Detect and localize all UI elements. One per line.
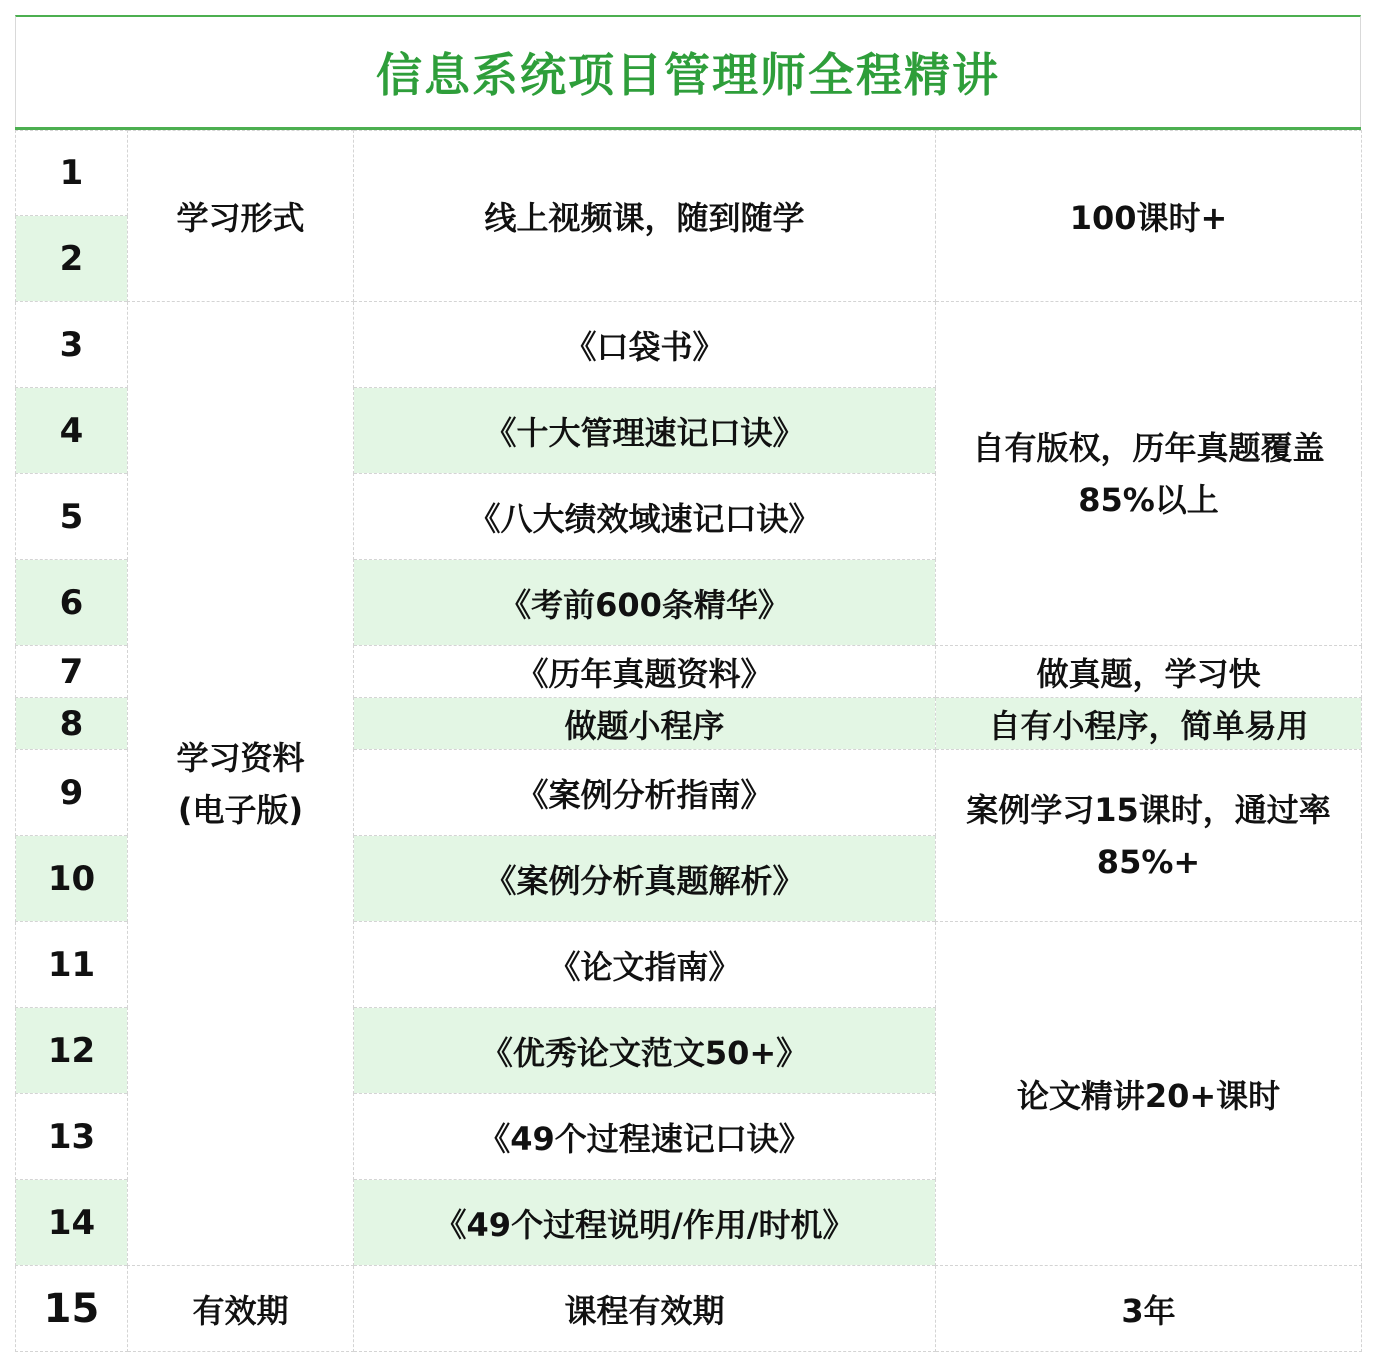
row-number: 2 xyxy=(16,216,128,302)
row-number: 7 xyxy=(16,646,128,698)
row-number: 5 xyxy=(16,474,128,560)
note-cell: 3年 xyxy=(936,1266,1362,1352)
note-cell: 做真题，学习快 xyxy=(936,646,1362,698)
row-number: 10 xyxy=(16,836,128,922)
item-cell: 《案例分析指南》 xyxy=(354,750,936,836)
row-number: 15 xyxy=(16,1266,128,1352)
item-cell: 《八大绩效域速记口诀》 xyxy=(354,474,936,560)
page-title: 信息系统项目管理师全程精讲 xyxy=(376,48,1000,102)
category-cell: 学习形式 xyxy=(128,131,354,302)
item-cell: 《论文指南》 xyxy=(354,922,936,1008)
item-cell: 《49个过程说明/作用/时机》 xyxy=(354,1180,936,1266)
table-row xyxy=(16,302,1362,388)
item-cell: 《优秀论文范文50+》 xyxy=(354,1008,936,1094)
row-number: 1 xyxy=(16,131,128,216)
row-number: 11 xyxy=(16,922,128,1008)
row-number: 6 xyxy=(16,560,128,646)
spreadsheet xyxy=(15,15,1361,1352)
title-row xyxy=(15,15,1361,127)
table-row xyxy=(16,1266,1362,1352)
note-cell: 自有小程序，简单易用 xyxy=(936,698,1362,750)
row-number: 13 xyxy=(16,1094,128,1180)
item-cell: 《十大管理速记口诀》 xyxy=(354,388,936,474)
item-cell: 线上视频课，随到随学 xyxy=(354,131,936,302)
note-cell: 案例学习15课时，通过率85%+ xyxy=(936,750,1362,922)
item-cell: 《49个过程速记口诀》 xyxy=(354,1094,936,1180)
course-table xyxy=(15,130,1362,1352)
item-cell: 《历年真题资料》 xyxy=(354,646,936,698)
row-number: 8 xyxy=(16,698,128,750)
item-cell: 课程有效期 xyxy=(354,1266,936,1352)
item-cell: 《案例分析真题解析》 xyxy=(354,836,936,922)
category-cell: 学习资料 (电子版) xyxy=(128,302,354,1266)
note-cell: 论文精讲20+课时 xyxy=(936,922,1362,1266)
row-number: 14 xyxy=(16,1180,128,1266)
item-cell: 《口袋书》 xyxy=(354,302,936,388)
category-cell: 有效期 xyxy=(128,1266,354,1352)
row-number: 12 xyxy=(16,1008,128,1094)
note-cell: 100课时+ xyxy=(936,131,1362,302)
row-number: 9 xyxy=(16,750,128,836)
note-cell: 自有版权，历年真题覆盖85%以上 xyxy=(936,302,1362,646)
item-cell: 《考前600条精华》 xyxy=(354,560,936,646)
row-number: 3 xyxy=(16,302,128,388)
item-cell: 做题小程序 xyxy=(354,698,936,750)
row-number: 4 xyxy=(16,388,128,474)
table-row xyxy=(16,131,1362,216)
